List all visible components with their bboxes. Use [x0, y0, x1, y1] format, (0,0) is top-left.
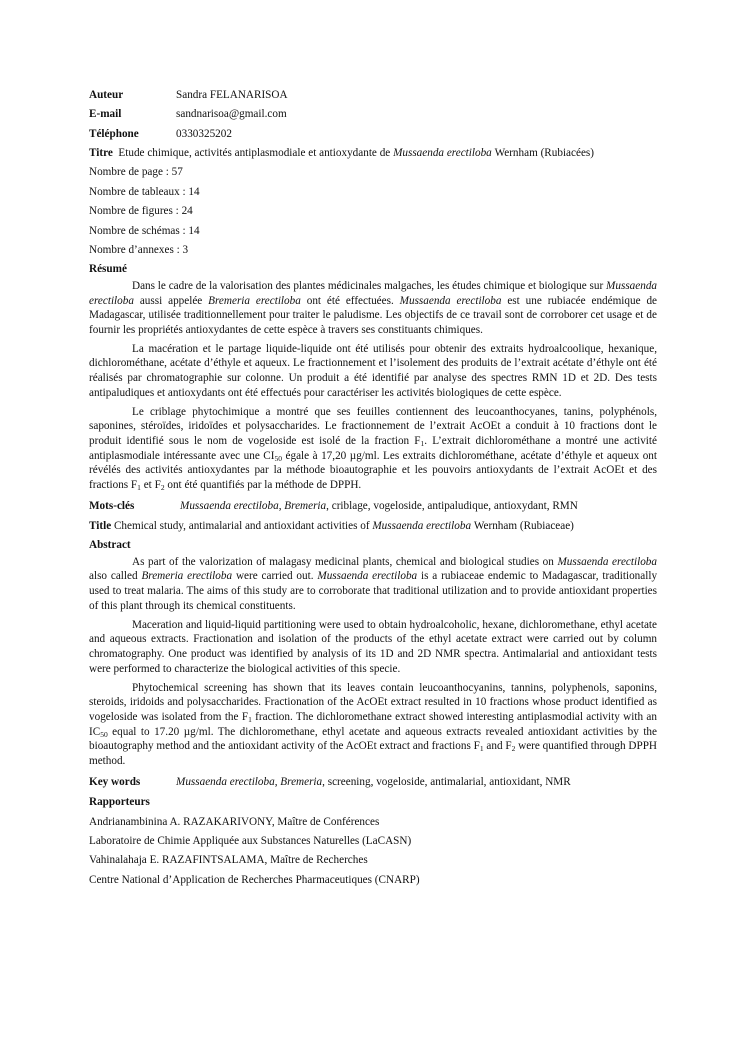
resume-p3-d: et F	[140, 478, 161, 491]
resume-paragraph-3	[89, 405, 657, 493]
key-words-genus: Bremeria	[280, 776, 323, 789]
abstract-p3-sub3: 1	[479, 744, 484, 754]
abstract-p1-e: were carried out.	[235, 570, 314, 583]
title-en-species: Mussaenda erectiloba	[372, 519, 472, 532]
titre-text-after: Wernham (Rubiacées)	[494, 146, 594, 159]
abstract-p1-a: As part of the valorization of malagasy medicinal plants, chemical and biological studies on	[132, 555, 554, 568]
count-schemas: Nombre de schémas : 14	[89, 224, 200, 237]
abstract-p3-e: were quantified through DPPH method.	[89, 740, 657, 767]
abstract-p3-sub4: 2	[511, 744, 516, 754]
email-value: sandnarisoa@gmail.com	[176, 108, 287, 121]
resume-p3-sub1: 1	[420, 439, 425, 449]
mots-cles-genus: Bremeria	[284, 500, 327, 513]
titre-species: Mussaenda erectiloba	[393, 146, 492, 159]
count-figures: Nombre de figures : 24	[89, 205, 193, 218]
resume-paragraph-1	[89, 279, 657, 337]
abstract-p3-b: fraction. The dichloromethane extract showed interesting antiplasmodial activity with an IC	[89, 710, 657, 738]
abstract-p3-d: and F	[483, 740, 512, 753]
rapporteur-line: Andrianambinina A. RAZAKARIVONY, Maître de Conférences	[89, 815, 380, 828]
rapporteur-line: Laboratoire de Chimie Appliquée aux Substances Naturelles (LaCASN)	[89, 834, 412, 847]
resume-p3-c: égale à 17,20 µg/ml. Les extraits dichlorométhane, acétate d’éthyle et aqueux ont révélés des activités antioxydantes par la méthode bioautographie et les pouvoirs antioxydants de l’extrait AcOEt et des fractions F	[89, 449, 657, 491]
abstract-p1-c: also called	[89, 570, 138, 583]
abstract-paragraph-3	[89, 681, 657, 769]
abstract-p3-c: equal to 17.20 µg/ml. The dichloromethane, ethyl acetate and aqueous extracts revealed antioxidant activities by the bioautography method and the antioxidant activity of the AcOEt extract and fractions F	[89, 725, 657, 753]
abstract-p3-sub2: 50	[100, 729, 108, 739]
resume-p1-c: aussi appelée	[139, 294, 203, 307]
key-words-rest: , screening, vogeloside, antimalarial, antioxidant, NMR	[322, 776, 571, 789]
mots-cles-rest: , criblage, vogeloside, antipaludique, antioxydant, RMN	[326, 500, 578, 513]
phone-label: Téléphone	[89, 127, 139, 140]
abstract-p1-species-2: Mussaenda erectiloba	[317, 570, 418, 583]
count-annexes: Nombre d’annexes : 3	[89, 243, 189, 256]
mots-cles-species: Mussaenda erectiloba	[180, 500, 279, 513]
resume-p1-g: est une rubiacée endémique de Madagascar, utilisée traditionnellement pour traiter le paludisme. Les objectifs de ce travail sont de corroborer cet usage et de fournir les propriétés antioxydantes de cette espèce à travers ses constituants chimiques.	[89, 294, 658, 336]
abstract-heading: Abstract	[89, 538, 131, 551]
phone-row	[89, 124, 657, 143]
author-row	[89, 86, 657, 105]
abstract-p1-bremeria: Bremeria erectiloba	[141, 570, 233, 583]
resume-paragraph-2: La macération et le partage liquide-liquide ont été utilisés pour obtenir des extraits hydroalcoolique, hexanique, dichlorométhane, acétate d’éthyle et aqueux. Le fractionnement et l’isolement des produits de l’extrait acétate d’éthyle ont été réalisés par chromatographie sur colonne. Un produit a été identifié par analyse des spectres RMN 1D et 2D. Des tests antipaludiques et antioxydants ont été effectués pour caractériser les activités biologiques de cette espèce.	[89, 342, 657, 399]
title-en-label: Title	[89, 519, 112, 532]
title-en-text-after: Wernham (Rubiaceae)	[473, 519, 574, 532]
rapporteurs-list	[89, 812, 657, 889]
key-words-label: Key words	[89, 776, 141, 789]
count-tables: Nombre de tableaux : 14	[89, 185, 200, 198]
mots-cles-sep: ,	[278, 500, 285, 513]
document-page	[89, 86, 657, 889]
resume-p3-sub4: 2	[160, 482, 165, 492]
titre-line	[89, 144, 657, 163]
key-words-line	[89, 773, 657, 792]
resume-p1-a: Dans le cadre de la valorisation des plantes médicinales malgaches, les études chimique et biologique sur	[132, 279, 604, 292]
resume-heading: Résumé	[89, 263, 127, 276]
resume-p1-species: Mussaenda erectiloba	[89, 279, 658, 307]
abstract-p3-a: Phytochemical screening has shown that its leaves contain leucoanthocyanins, tannins, polyphenols, saponins, steroids, iridoids and polysaccharides. Fractionation of the AcOEt extract resulted in 10 fractions whose product identified as vogeloside was isolated from the F	[89, 681, 657, 723]
key-words-sep: ,	[274, 776, 281, 789]
title-en-line	[89, 516, 657, 535]
phone-value: 0330325202	[176, 127, 232, 140]
resume-p3-a: Le criblage phytochimique a montré que ses feuilles contiennent des leucoanthocyanes, tanins, polyphénols, saponines, stéroïdes, iridoïdes et polysaccharides. Le fractionnement de l’extrait AcOEt a conduit à 10 fractions dont le produit identifié sous le nom de vogeloside est isolé de la fraction F	[89, 405, 657, 448]
abstract-p1-g: is a rubiaceae endemic to Madagascar, traditionally used to treat malaria. The aims of this study are to corroborate that traditional utilization and to provide antioxidant properties of this plant through its chemical constituents.	[89, 570, 658, 612]
resume-p1-bremeria: Bremeria erectiloba	[208, 294, 301, 307]
titre-text-before: Etude chimique, activités antiplasmodiale et antioxydante de	[118, 146, 391, 159]
author-value: Sandra FELANARISOA	[176, 89, 288, 102]
resume-p3-sub3: 1	[137, 482, 141, 492]
rapporteurs-heading: Rapporteurs	[89, 795, 150, 808]
abstract-p3-sub1: 1	[248, 714, 252, 724]
resume-p1-e: ont été effectuées.	[306, 294, 394, 307]
title-en-text-before: Chemical study, antimalarial and antioxidant activities of	[113, 519, 370, 532]
abstract-paragraph-1	[89, 555, 657, 613]
titre-label: Titre	[89, 146, 113, 159]
mots-cles-line	[89, 497, 657, 516]
email-row	[89, 105, 657, 124]
email-label: E-mail	[89, 108, 122, 121]
count-pages: Nombre de page : 57	[89, 166, 183, 179]
mots-cles-label: Mots-clés	[89, 500, 135, 513]
resume-p3-b: . L’extrait dichlorométhane a montré une activité antiplasmodiale intéressante avec une CI	[89, 435, 657, 462]
resume-p3-sub2: 50	[274, 453, 282, 463]
abstract-paragraph-2: Maceration and liquid-liquid partitioning were used to obtain hydroalcoholic, hexane, dichloromethane, ethyl acetate and aqueous extracts. Fractionation and isolation of the products of the ethyl acetate extract were carried out by column chromatography. One product was identified by analysis of its 1D and 2D NMR spectra. Antimalarial and antioxidant tests were performed to characterize the biological activities of this specie.	[89, 618, 657, 675]
resume-p1-species-2: Mussaenda erectiloba	[399, 294, 502, 307]
abstract-p1-species: Mussaenda erectiloba	[557, 555, 657, 568]
key-words-species: Mussaenda erectiloba	[176, 776, 275, 789]
author-label: Auteur	[89, 89, 124, 102]
rapporteur-line: Centre National d’Application de Recherches Pharmaceutiques (CNARP)	[89, 873, 420, 886]
resume-p3-e: ont été quantifiés par la méthode de DPPH.	[164, 478, 362, 491]
rapporteur-line: Vahinalahaja E. RAZAFINTSALAMA, Maître de Recherches	[89, 854, 368, 867]
